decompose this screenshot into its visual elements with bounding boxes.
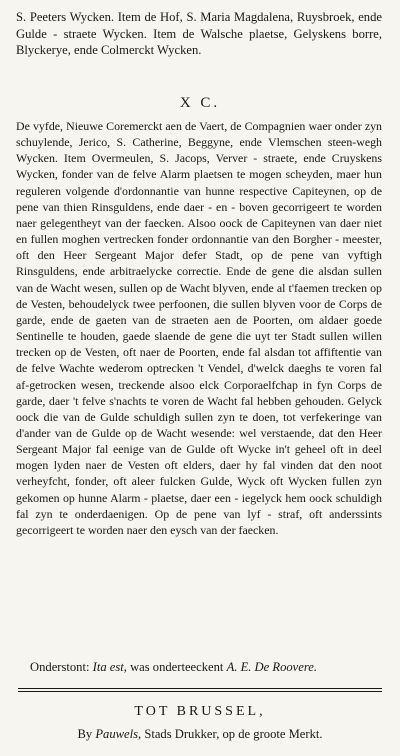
imprint-printer-line (0, 727, 400, 742)
imprint-rest: , Stads Drukker, op de groote Merkt. (138, 727, 323, 741)
double-rule-bottom (18, 691, 382, 692)
signature-ita-est: Ita est (92, 660, 124, 674)
printer-name: Pauwels (95, 727, 139, 741)
imprint-by: By (77, 727, 96, 741)
signatory-name: A. E. De Roovere. (226, 660, 318, 674)
section-heading: X C. (179, 95, 221, 111)
signature-prefix: Onderstont: (30, 660, 93, 674)
imprint-city: TOT BRUSSEL, (134, 704, 266, 719)
signature-middle: , was onderteeckent (123, 660, 227, 674)
double-rule-top (18, 688, 382, 689)
intro-paragraph: S. Peeters Wycken. Item de Hof, S. Maria Magdalena, Ruysbroek, ende Gulde - straete Wycken. Item de Walsche plaetse, Gelyskens borre, Blyckerye, ende Colmerckt Wycken. (16, 10, 382, 58)
signature-line (30, 659, 390, 675)
section-body: De vyfde, Nieuwe Coremerckt aen de Vaert, de Compagnien waer onder zyn schuylende, Jerico, S. Catherine, Beggyne, ende Vlemschen steen-wegh Wycken. Item Overmeulen, S. Jacops, Verver - straete, ende Cruyskens Wycken, fonder van de felve Alarm plaetsen te mogen scheyden, maer hun reguleren volgende d'ordonnantie van hunne respective Capiteynen, op de pene van thien Rinsguldens, ende daer - en - boven gecorrigeert te worden naer gelegentheyt van der faecken. Alsoo oock de Capiteynen van daer niet en fullen moghen vertrecken fonder ordonnantie van den Borgher - meester, oft den Heer Sergeant Major defer Stadt, op de pene van vyftigh Rinsguldens, ende arbitraelycke correctie. Ende de gene die alsdan sullen van de Wacht wesen, sullen op de Wacht blyven, ende al t'faemen trecken op de Vesten, behoudelyck twee perfoonen, die sullen blyven voor de Corps de garde, ende de gaeten van de straeten aen de Poorten, om aldaer goede Sentinelle te houden, gaede slaende de gene die uyt ter Stadt sullen willen trecken op de Vesten, oft naer de Poorten, ende fal alsdan tot affiftentie van de felve Wachte wederom optrecken 't Vendel, d'welck daeghs te voren fal af-getrocken wesen, treckende alsoo elck Corporaelfchap in fyn Corps de garde, daer 't felve s'nachts te voren de Wacht fal hebben gehouden. Gelyck oock die van de Gulde schuldigh sullen zyn te doen, tot verfekeringe van d'ander van de Gulde op de Wacht wesende: wel verstaende, dat den Heer Sergeant Major fal eenige van de Gulde oft Wycke in't geheel oft in deel mogen lyden naer de Vesten oft elders, daer hy fal vinden dat den noot verheyfcht, fonder, oft aleer fulcken Gulde, Wyck oft Wycken fullen zyn gekomen op hunne Alarm - plaetse, daer een - iegelyck hem oock schuldigh fal zyn te onderdaenigen. Op de pene van lyf - straf, oft anderssints gecorrigeert te worden naer den eysch van der faecken. (16, 119, 382, 537)
